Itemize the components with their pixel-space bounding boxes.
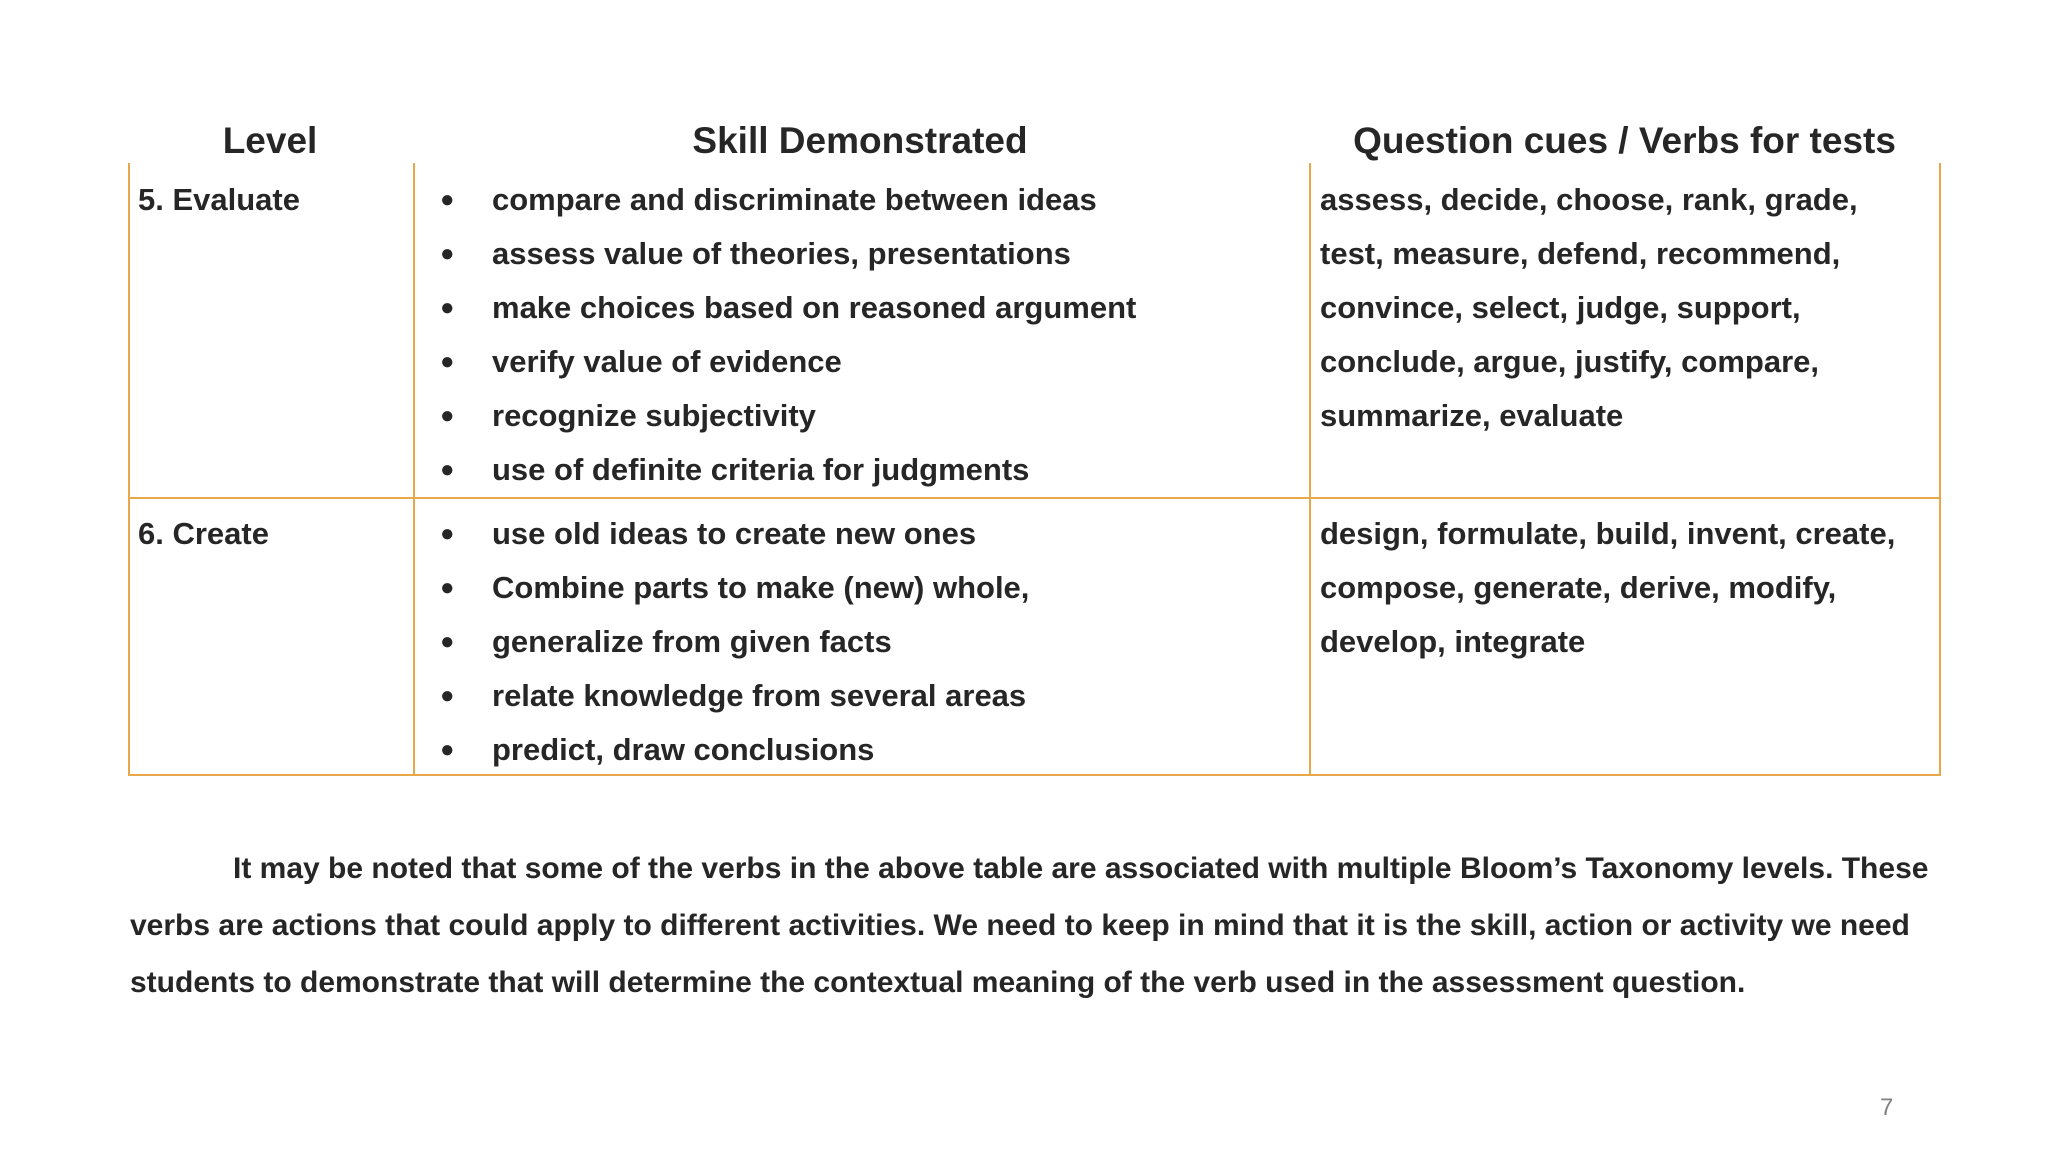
bullet-icon: ● (440, 186, 455, 213)
skill-list (414, 507, 1310, 777)
header-skill-demonstrated: Skill Demonstrated (692, 120, 1028, 161)
level-cell: 5. Evaluate (138, 182, 300, 217)
note-text: It may be noted that some of the verbs in the above table are associated with multiple Bloom’s Taxonomy levels. These verbs are actions that could apply to different activities. We need to keep in mind that it is the skill, action or activity we need students to demonstrate that will determine the contextual meaning of the verb used in the assessment question. (130, 852, 1929, 999)
bullet-icon: ● (440, 520, 455, 547)
verbs-line: assess, decide, choose, rank, grade, (1320, 182, 1858, 217)
table-row-create (130, 499, 1939, 774)
verbs-line: compose, generate, derive, modify, (1320, 570, 1837, 605)
skill-item: ● verify value of evidence (414, 335, 1310, 389)
skill-list (414, 173, 1310, 497)
bullet-icon: ● (440, 456, 455, 483)
skill-item: ● generalize from given facts (414, 615, 1310, 669)
verbs-line: convince, select, judge, support, (1320, 290, 1801, 325)
table-header-row (128, 116, 1941, 166)
skill-item: ● Combine parts to make (new) whole, (414, 561, 1310, 615)
bullet-icon: ● (440, 240, 455, 267)
skill-item: ● compare and discriminate between ideas (414, 173, 1310, 227)
skill-item: ● recognize subjectivity (414, 389, 1310, 443)
skill-item: ● make choices based on reasoned argument (414, 281, 1310, 335)
bullet-icon: ● (440, 348, 455, 375)
taxonomy-table (128, 163, 1941, 776)
verbs-line: design, formulate, build, invent, create, (1320, 516, 1896, 551)
bullet-icon: ● (440, 736, 455, 763)
verbs-line: test, measure, defend, recommend, (1320, 236, 1841, 271)
skill-item: ● predict, draw conclusions (414, 723, 1310, 777)
verbs-cell (1320, 173, 1938, 443)
skill-item: ● assess value of theories, presentations (414, 227, 1310, 281)
header-level: Level (222, 120, 318, 161)
level-cell: 6. Create (138, 516, 269, 551)
verbs-cell (1320, 507, 1938, 669)
bullet-icon: ● (440, 682, 455, 709)
verbs-line: summarize, evaluate (1320, 398, 1624, 433)
header-question-cues-verbs: Question cues / Verbs for tests (1353, 120, 1896, 161)
verbs-line: develop, integrate (1320, 624, 1586, 659)
verbs-line: conclude, argue, justify, compare, (1320, 344, 1819, 379)
page-number: 7 (1880, 1094, 1894, 1121)
bullet-icon: ● (440, 574, 455, 601)
bullet-icon: ● (440, 628, 455, 655)
bullet-icon: ● (440, 294, 455, 321)
note-paragraph (130, 840, 1940, 1011)
table-row-evaluate (130, 163, 1939, 497)
skill-item: ● relate knowledge from several areas (414, 669, 1310, 723)
skill-item: ● use old ideas to create new ones (414, 507, 1310, 561)
skill-item: ● use of definite criteria for judgments (414, 443, 1310, 497)
bullet-icon: ● (440, 402, 455, 429)
